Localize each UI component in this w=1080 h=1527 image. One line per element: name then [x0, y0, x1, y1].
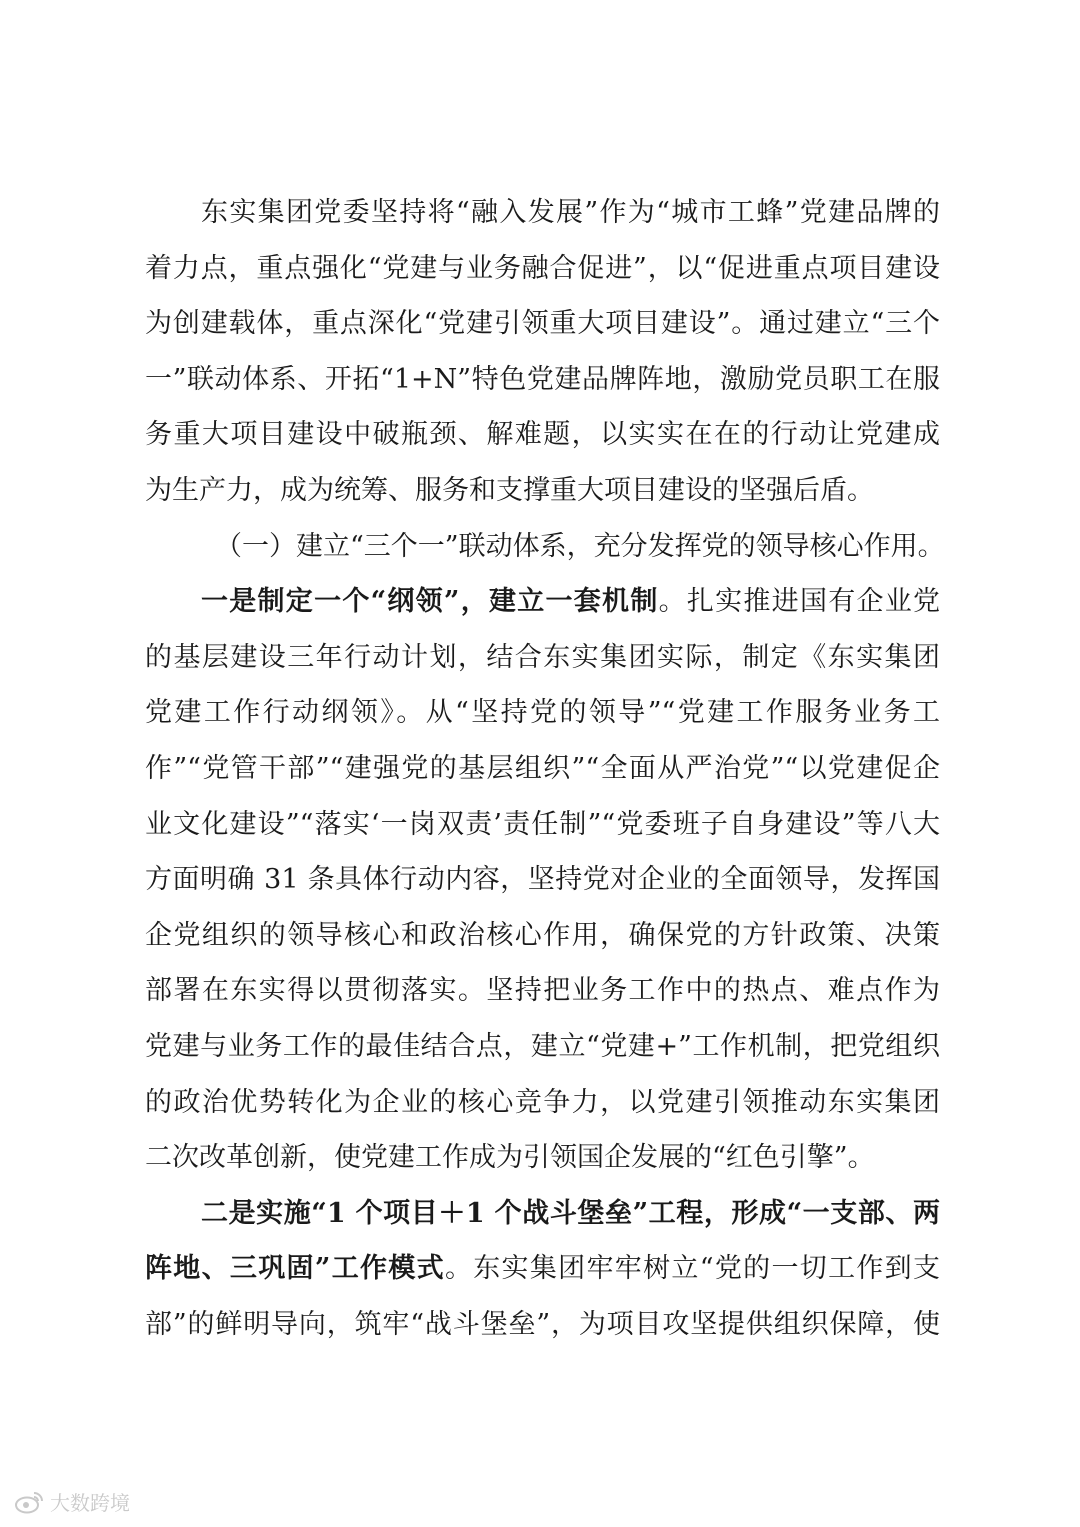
text-line: 着力点，重点强化“党建与业务融合促进”，以“促进重点项目建设: [145, 252, 940, 284]
bold-lead: 二是实施“1 个项目＋1 个战斗堡垒”工程，形成“一支部、两: [201, 1197, 940, 1229]
text-line: 一是制定一个“纲领”，建立一套机制。扎实推进国有企业党: [201, 586, 941, 618]
text-line: 业文化建设”“落实‘一岗双责’责任制”“党委班子自身建设”等八大: [145, 808, 940, 840]
text-line: 企党组织的领导核心和政治核心作用，确保党的方针政策、决策: [145, 919, 940, 951]
text-line: 务重大项目建设中破瓶颈、解难题，以实实在在的行动让党建成: [145, 419, 940, 451]
text-line: [145, 1186, 940, 1242]
bold-lead: 阵地、三巩固”工作模式: [145, 1253, 445, 1285]
text-line: 作”“党管干部”“建强党的基层组织”“全面从严治党”“以党建促企: [145, 752, 940, 784]
text-line: 的基层建设三年行动计划，结合东实集团实际，制定《东实集团: [145, 641, 940, 673]
watermark: [14, 1487, 130, 1516]
bold-lead: 一是制定一个“纲领”，建立一套机制: [201, 586, 659, 618]
section-heading: （一）建立“三个一”联动体系，充分发挥党的领导核心作用。: [215, 530, 945, 562]
text-line: 为创建载体，重点深化“党建引领重大项目建设”。通过建立“三个: [145, 308, 940, 340]
text-line: 的政治优势转化为企业的核心竞争力，以党建引领推动东实集团: [145, 1086, 940, 1118]
watermark-text: 大数跨境: [50, 1491, 130, 1515]
text-line: 东实集团党委坚持将“融入发展”作为“城市工蜂”党建品牌的: [201, 197, 940, 228]
text-line: 为生产力，成为统筹、服务和支撑重大项目建设的坚强后盾。: [145, 474, 874, 506]
document-body: [145, 185, 945, 1352]
text-line: 党建工作行动纲领》。从“坚持党的领导”“党建工作服务业务工: [145, 697, 940, 729]
text-line: 阵地、三巩固”工作模式。东实集团牢牢树立“党的一切工作到支: [145, 1253, 940, 1285]
text-line: 一”联动体系、开拓“1+N”特色党建品牌阵地，激励党员职工在服: [145, 363, 940, 395]
weibo-logo-icon: [14, 1490, 44, 1514]
text-line: 方面明确 31 条具体行动内容，坚持党对企业的全面领导，发挥国: [145, 864, 940, 896]
text-line: 党建与业务工作的最佳结合点，建立“党建+”工作机制，把党组织: [145, 1030, 940, 1062]
text-line: 部署在东实得以贯彻落实。坚持把业务工作中的热点、难点作为: [145, 975, 940, 1007]
text-line: 部”的鲜明导向，筑牢“战斗堡垒”，为项目攻坚提供组织保障，使: [145, 1308, 940, 1340]
text-line: 二次改革创新，使党建工作成为引领国企发展的“红色引擎”。: [145, 1142, 875, 1174]
